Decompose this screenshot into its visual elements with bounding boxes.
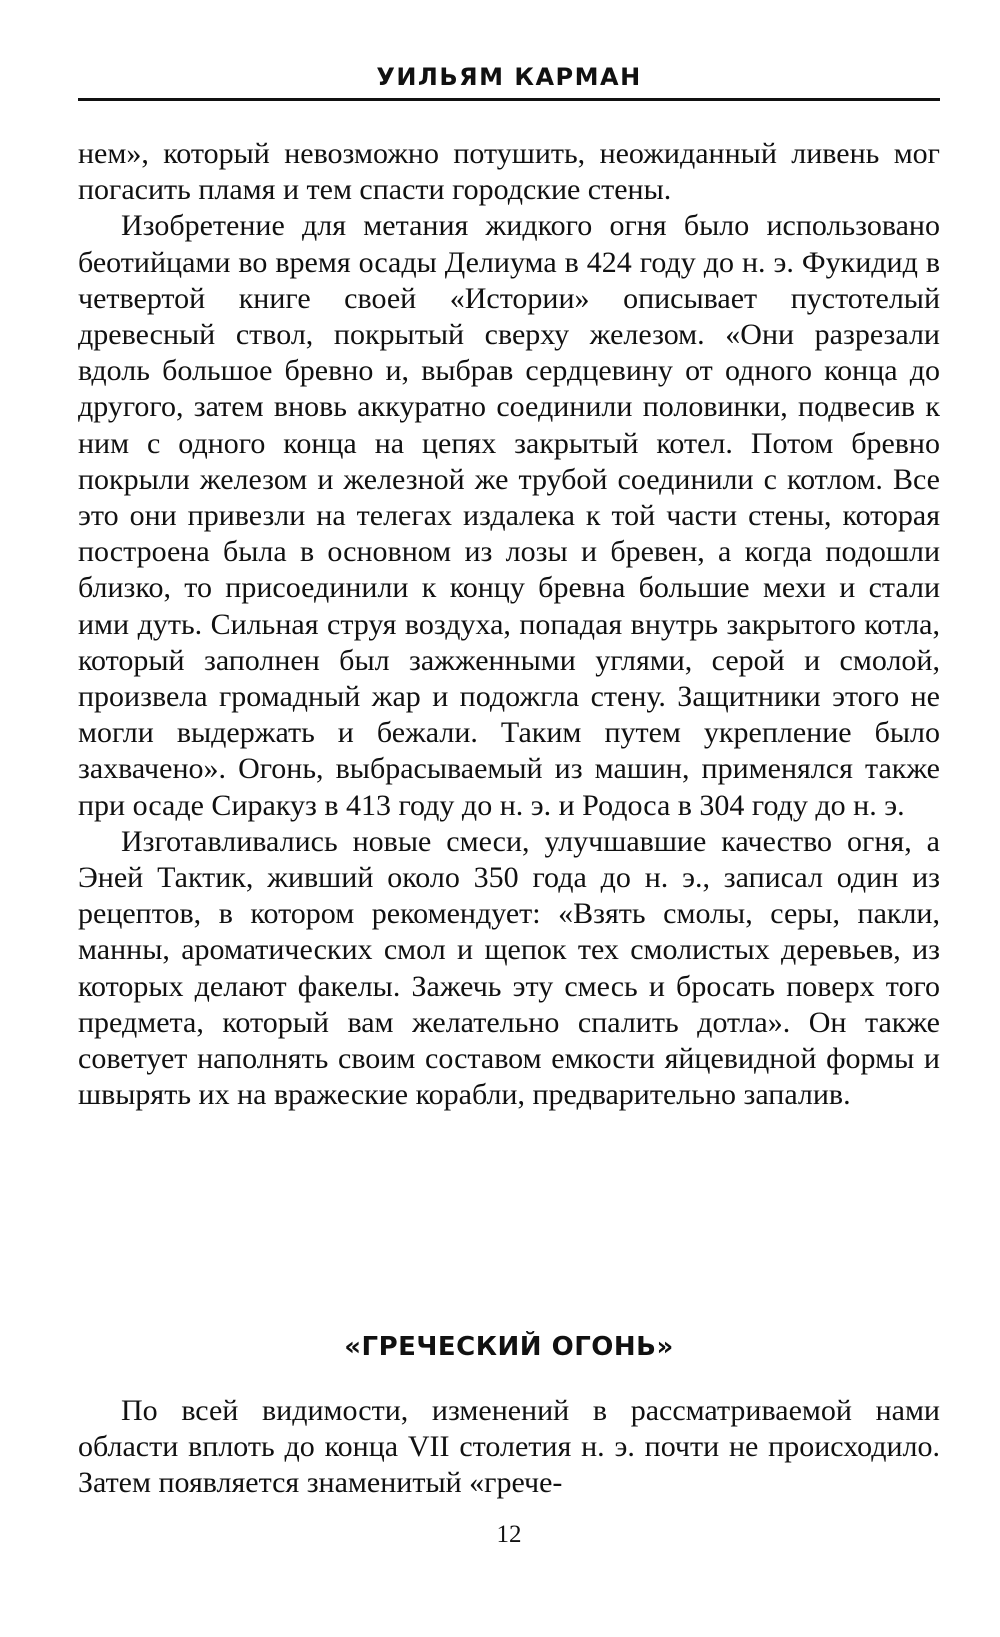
header-rule xyxy=(78,98,940,101)
paragraph-continued: нем», который невозможно потушить, неожиданный ливень мог погасить пламя и тем спасти городские стены. xyxy=(78,137,940,207)
paragraph-siege-delium: Изобретение для метания жидкого огня было использовано беотийцами во время осады Делиума в 424 году до н. э. Фукидид в четвертой книге своей «Истории» описывает пустотелый древесный ствол, покрытый сверху железом. «Они разрезали вдоль большое бревно и, выбрав сердцевину от одного конца до другого, затем вновь аккуратно соединили половинки, подвесив к ним с одного конца на цепях закрытый котел. Потом бревно покрыли железом и железной же трубой соединили с котлом. Все это они привезли на телегах издалека к той части стены, которая построена была в основном из лозы и бревен, а когда подошли близко, то присоединили к концу бревна большие мехи и стали ими дуть. Сильная струя воздуха, попадая внутрь закрытого котла, который заполнен был зажженными углями, серой и смолой, произвела громадный жар и подожгла стену. Защитники этого не могли выдержать и бежали. Таким путем укрепление было захвачено». Огонь, выбрасываемый из машин, применялся также при осаде Сиракуз в 413 году до н. э. и Родоса в 304 году до н. э. xyxy=(78,209,940,822)
section-heading: «ГРЕЧЕСКИЙ ОГОНЬ» xyxy=(344,1332,674,1362)
running-header-author: УИЛЬЯМ КАРМАН xyxy=(376,63,642,91)
page-number: 12 xyxy=(496,1521,522,1548)
main-text xyxy=(78,136,940,1113)
paragraph-greek-fire-intro: По всей видимости, изменений в рассматриваемой нами области вплоть до конца VII столетия н. э. почти не происходило. Затем появляется знаменитый «грече- xyxy=(78,1394,940,1500)
paragraph-aeneas-tacticus: Изготавливались новые смеси, улучшавшие качество огня, а Эней Тактик, живший около 350 года до н. э., записал один из рецептов, в котором рекомендует: «Взять смолы, серы, пакли, манны, ароматических смол и щепок тех смолистых деревьев, из которых делают факелы. Зажечь эту смесь и бросать поверх того предмета, который вам желательно спалить дотла». Он также советует наполнять своим составом емкости яйцевидной формы и швырять их на вражеские корабли, предварительно запалив. xyxy=(78,824,940,1112)
section-text xyxy=(78,1393,940,1502)
